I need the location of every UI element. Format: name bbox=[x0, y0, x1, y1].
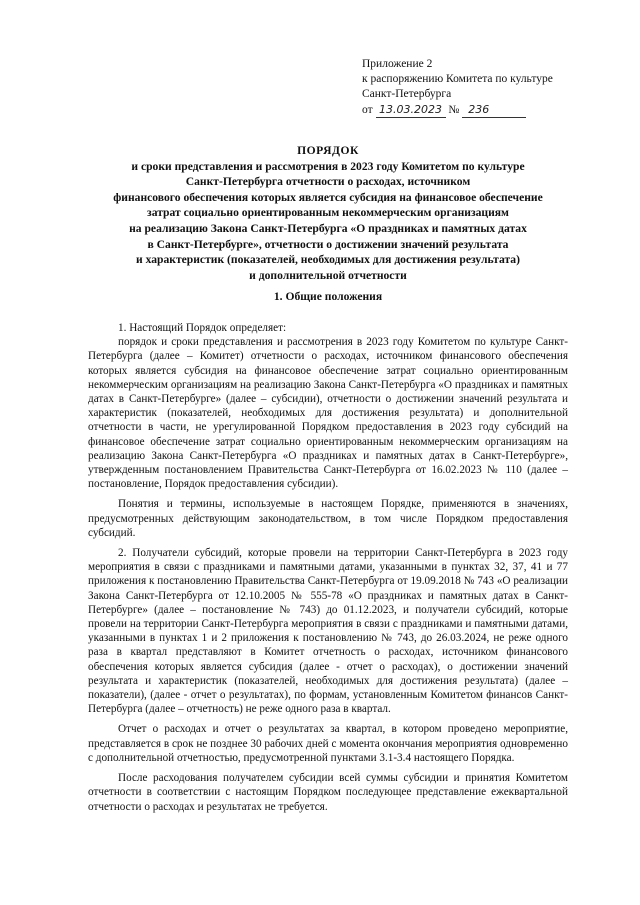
paragraph: 2. Получатели субсидий, которые провели на территории Санкт-Петербурга в 2023 году мероприятия в связи с праздниками и памятными датами, указанными в пунктах 32, 37, 41 и 77 приложения к постановлению Правительства Санкт-Петербурга от 19.09.2018 № 743 «О реализации Закона Санкт-Петербурга от 12.10.2005 № 555-78 «О праздниках и памятных датах в Санкт-Петербурге» (далее – постановление № 743) до 01.12.2023, и получатели субсидий, которые провели на территории Санкт-Петербурга мероприятия в связи с праздниками и памятными датами, указанными в пунктах 1 и 2 приложения к постановлению № 743, до 26.03.2024, не реже одного раза в квартал представляют в Комитет отчетность о расходах, источником финансового обеспечения которых является субсидия (далее - отчет о расходах), о достижении значений результата и характеристик (показателей, необходимых для достижения результата) (далее – показатели), (далее - отчет о результатах), по формам, установленным Комитетом финансов Санкт-Петербурга (далее – отчетность) не реже одного раза в квартал. bbox=[88, 547, 568, 716]
document-title bbox=[88, 143, 568, 283]
title-line: и характеристик (показателей, необходимых для достижения результата) bbox=[136, 253, 520, 267]
paragraph: порядок и сроки представления и рассмотрения в 2023 году Комитетом по культуре Санкт-Петербурга (далее – Комитет) отчетности о расходах, источником финансового обеспечения которых является субсидия на финансовое обеспечение затрат социально ориентированным некоммерческим организациям на реализацию Закона Санкт-Петербурга «О праздниках и памятных датах в Санкт-Петербурге» (далее – субсидии), отчетности о достижении значений результата и характеристик (показателей, необходимых для достижения результата) и дополнительной отчетности в части, не урегулированной Порядком предоставления в 2023 году субсидий на финансовое обеспечение затрат социально ориентированным некоммерческим организациям на реализацию Закона Санкт-Петербурга «О праздниках и памятных датах в Санкт-Петербурге», утвержденным постановлением Правительства Санкт-Петербурга от 16.02.2023 № 110 (далее – постановление, Порядок предоставления субсидии). bbox=[88, 336, 568, 491]
appendix-header bbox=[362, 57, 622, 118]
handwritten-number: 236 bbox=[462, 102, 526, 118]
appendix-line: Приложение 2 bbox=[362, 58, 433, 70]
paragraph: 1. Настоящий Порядок определяет: bbox=[118, 322, 287, 334]
number-sign: № bbox=[448, 104, 460, 116]
appendix-line: Санкт-Петербурга bbox=[362, 88, 452, 100]
title-line: в Санкт-Петербурге», отчетности о достижении значений результата bbox=[147, 237, 509, 251]
handwritten-date: 13.03.2023 bbox=[376, 102, 446, 118]
date-prefix: от bbox=[362, 104, 373, 116]
title-line: финансового обеспечения которых является субсидия на финансовое обеспечение bbox=[113, 190, 543, 204]
title-line: и сроки представления и рассмотрения в 2023 году Комитетом по культуре bbox=[131, 159, 525, 173]
title-line: затрат социально ориентированным некоммерческим организациям bbox=[147, 206, 509, 220]
document-body bbox=[88, 321, 568, 820]
paragraph: Понятия и термины, используемые в настоящем Порядке, применяются в значениях, предусмотренных действующим законодательством, в том числе Порядком предоставления субсидий. bbox=[88, 498, 568, 539]
title-heading: ПОРЯДОК bbox=[297, 144, 359, 157]
paragraph: После расходования получателем субсидии всей суммы субсидии и принятия Комитетом отчетности в соответствии с настоящим Порядком последующее представление ежеквартальной отчетности о расходах и результатах не требуется. bbox=[88, 772, 568, 813]
title-line: Санкт-Петербурга отчетности о расходах, источником bbox=[185, 175, 471, 189]
appendix-line: к распоряжению Комитета по культуре bbox=[362, 73, 553, 85]
section-title: 1. Общие положения bbox=[273, 290, 383, 303]
title-line: и дополнительной отчетности bbox=[249, 268, 407, 282]
paragraph: Отчет о расходах и отчет о результатах за квартал, в котором проведено мероприятие, представляется в срок не позднее 30 рабочих дней с момента окончания мероприятия одновременно с дополнительной отчетностью, предусмотренной пунктами 3.1-3.4 настоящего Порядка. bbox=[88, 723, 568, 764]
appendix-date-line bbox=[362, 102, 622, 118]
title-line: на реализацию Закона Санкт-Петербурга «О праздниках и памятных датах bbox=[129, 221, 527, 235]
